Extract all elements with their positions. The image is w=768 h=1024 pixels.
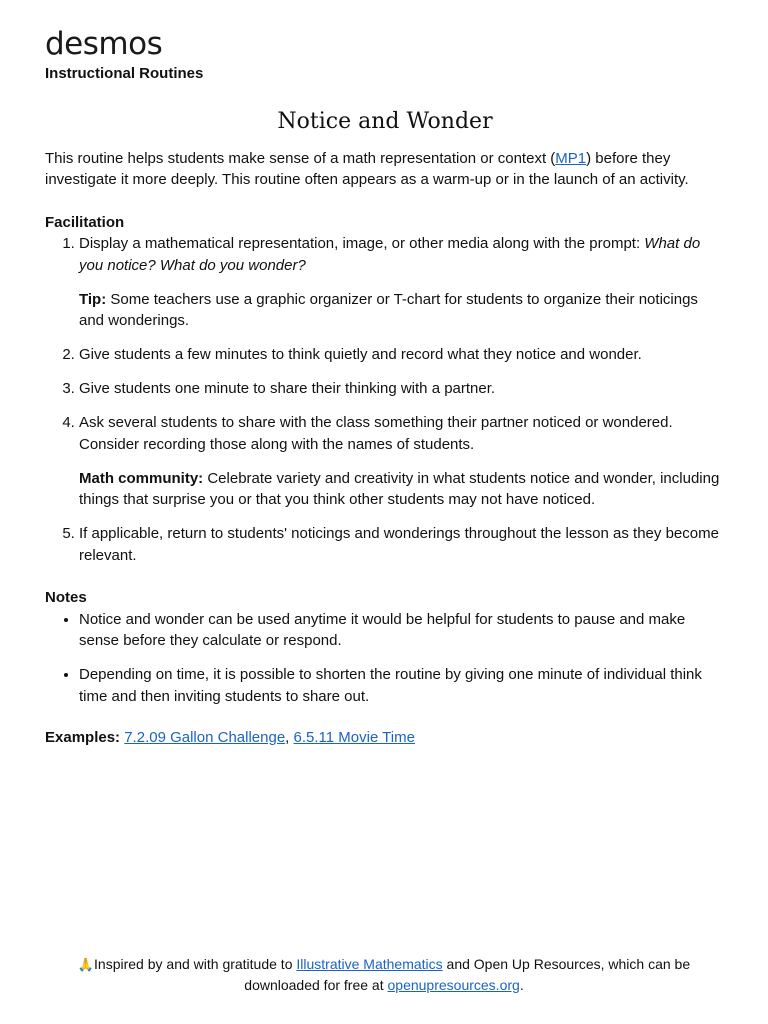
step-5-text: If applicable, return to students' noticings and wonderings throughout the lesson as they become relevant. — [79, 525, 719, 564]
note-item-2-text: Depending on time, it is possible to shorten the routine by giving one minute of individual think time and then inviting students to share out. — [79, 666, 702, 705]
document-page — [45, 28, 725, 749]
examples-line — [45, 727, 725, 749]
footer-text-middle: and Open Up Resources, which can be downloaded for free at — [244, 956, 691, 993]
intro-text-before: This routine helps students make sense of a math representation or context ( — [45, 149, 556, 167]
math-community-note — [79, 468, 725, 511]
document-subtitle: Instructional Routines — [45, 65, 204, 82]
page-title: Notice and Wonder — [277, 108, 493, 134]
math-community-label: Math community: — [79, 469, 204, 487]
tip-note — [79, 289, 725, 332]
example-link-gallon-challenge[interactable]: 7.2.09 Gallon Challenge — [124, 729, 286, 746]
facilitation-steps — [45, 233, 725, 566]
illustrative-mathematics-link[interactable]: Illustrative Mathematics — [296, 956, 443, 972]
step-4 — [79, 412, 725, 511]
footer-credit — [64, 954, 704, 995]
step-2 — [79, 344, 725, 366]
step-4-text: Ask several students to share with the class something their partner noticed or wondered. Consider recording those along with the names of students. — [79, 414, 673, 453]
note-item-1-text: Notice and wonder can be used anytime it would be helpful for students to pause and make sense before they calculate or respond. — [79, 610, 686, 649]
notes-heading: Notes — [45, 589, 87, 606]
example-link-movie-time[interactable]: 6.5.11 Movie Time — [293, 729, 415, 746]
praying-hands-icon: 🙏 — [77, 957, 95, 972]
examples-label: Examples: — [45, 729, 121, 746]
step-3 — [79, 378, 725, 400]
step-1-prompt: What do you notice? What do you wonder? — [79, 235, 701, 274]
intro-paragraph — [45, 148, 725, 191]
notes-list — [45, 609, 725, 708]
desmos-logo: desmos — [45, 26, 163, 62]
note-item-1 — [79, 609, 725, 652]
footer-text-after: . — [519, 977, 524, 993]
step-2-text: Give students a few minutes to think quietly and record what they notice and wonder. — [79, 346, 642, 363]
step-3-text: Give students one minute to share their thinking with a partner. — [79, 380, 496, 397]
footer-text-before: Inspired by and with gratitude to — [94, 956, 297, 972]
tip-text: Some teachers use a graphic organizer or T-chart for students to organize their noticings and wonderings. — [79, 290, 698, 329]
math-community-text: Celebrate variety and creativity in what students notice and wonder, including things that surprise you or that you think other students may not have noticed. — [79, 469, 720, 508]
facilitation-heading: Facilitation — [45, 213, 125, 231]
openupresources-link[interactable]: openupresources.org — [387, 977, 520, 993]
step-5 — [79, 523, 725, 566]
examples-separator: , — [285, 729, 294, 746]
mp1-link[interactable]: MP1 — [555, 149, 587, 167]
step-1-text: Display a mathematical representation, image, or other media along with the prompt: — [79, 235, 645, 252]
step-1 — [79, 233, 725, 332]
intro-text-after: ) before they investigate it more deeply. This routine often appears as a warm-up or in the launch of an activity. — [45, 149, 689, 188]
note-item-2 — [79, 664, 725, 707]
tip-label: Tip: — [79, 290, 107, 308]
